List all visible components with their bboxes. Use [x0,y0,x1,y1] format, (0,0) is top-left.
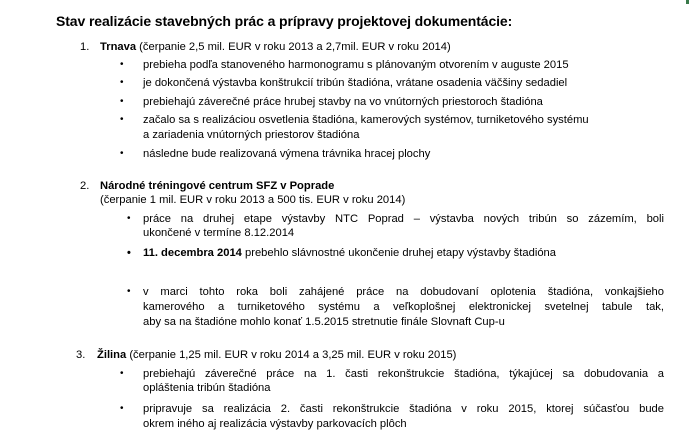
bullet-icon: • [120,368,124,379]
item-number-3: 3. [76,349,86,361]
list-item [143,246,556,260]
list-item-continuation: a zariadenia vnútorných priestorov štadióna [143,129,360,141]
list-item-text: prebehlo slávnostné ukončenie druhej etapy výstavby štadióna [241,247,556,259]
item-detail-2: (čerpanie 1 mil. EUR v roku 2013 a 500 tis. EUR v roku 2014) [100,194,406,206]
bullet-icon: • [120,59,124,70]
page-title: Stav realizácie stavebných prác a prípravy projektovej dokumentácie: [56,13,513,29]
bullet-icon: • [127,247,131,259]
item-name-ntc-poprad: Národné tréningové centrum SFZ v Poprade [100,180,335,192]
item-name-zilina: Žilina [97,349,127,361]
list-item: pripravuje sa realizácia 2. časti rekonštrukcie štadióna v roku 2015, ktorej súčasťou bude [143,403,664,415]
bullet-icon: • [120,77,124,88]
list-item: následne bude realizovaná výmena trávnika hracej plochy [143,148,431,160]
list-item: prebiehajú záverečné práce hrubej stavby na vo vnútorných priestoroch štadióna [143,96,543,108]
list-item-continuation: okrem iného aj realizácia výstavby parkovacích plôch [143,418,407,430]
item-heading-1 [100,40,451,54]
list-item-continuation: kamerového a turniketového systému a veľkoplošnej elektronickej svetelnej tabule tak, [143,301,664,313]
item-detail-1: (čerpanie 2,5 mil. EUR v roku 2013 a 2,7mil. EUR v roku 2014) [136,41,451,53]
bullet-icon: • [120,96,124,107]
list-item: prebieha podľa stanoveného harmonogramu s plánovaným otvorením v auguste 2015 [143,59,569,71]
list-item: je dokončená výstavba konštrukcií tribún štadióna, vrátane osadenia väčšiny sedadiel [143,77,568,89]
list-item: prebiehajú záverečné práce na 1. časti rekonštrukcie štadióna, týkajúcej sa dobudovania a [143,368,664,380]
bullet-icon: • [127,213,131,224]
highlight-date: 11. decembra 2014 [143,247,242,259]
bullet-icon: • [120,114,124,125]
item-detail-3: (čerpanie 1,25 mil. EUR v roku 2014 a 3,25 mil. EUR v roku 2015) [126,349,457,361]
item-heading-3 [97,348,456,362]
item-number-2: 2. [80,180,90,192]
item-heading-2 [100,179,334,193]
bullet-icon: • [120,403,124,414]
list-item-continuation: ukončené v termíne 8.12.2014 [143,227,295,239]
list-item-continuation: opláštenia tribún štadióna [143,382,271,394]
bullet-icon: • [120,148,124,159]
item-number-1: 1. [80,41,90,53]
list-item: v marci tohto roka boli zahájené práce na dobudovaní oplotenia štadióna, vonkajšieho [143,286,664,298]
item-name-trnava: Trnava [100,41,137,53]
list-item: začalo sa s realizáciou osvetlenia štadióna, kamerových systémov, turniketového systému [143,114,589,126]
list-item-continuation: aby sa na štadióne mohlo konať 1.5.2015 stretnutie finále Slovnaft Cup-u [143,316,505,328]
list-item: práce na druhej etape výstavby NTC Poprad – výstavba nových tribún so zázemím, boli [143,213,664,225]
bullet-icon: • [127,286,131,297]
